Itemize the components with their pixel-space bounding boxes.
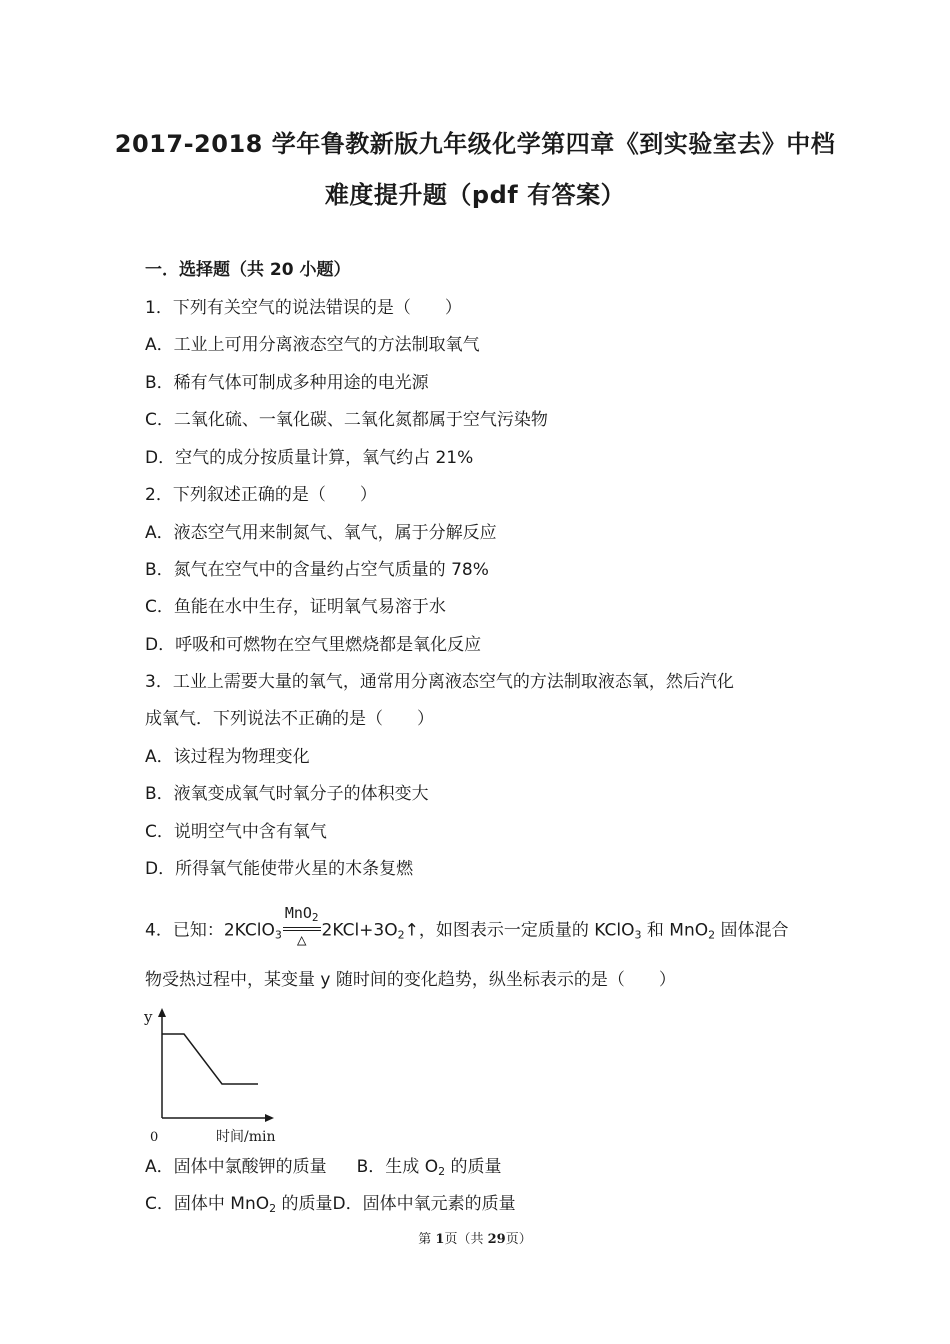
footer-mid: 页（共: [444, 1232, 488, 1247]
q4-sub: 3: [634, 928, 642, 942]
catalyst-sub: 2: [311, 911, 319, 924]
total-pages: 29: [487, 1232, 506, 1247]
question-4-option-c: [145, 1194, 333, 1214]
document-title-line-1: 2017-2018 学年鲁教新版九年级化学第四章《到实验室去》中档: [114, 130, 836, 158]
y-axis-label: y: [144, 1008, 153, 1026]
q4-opt-b-pre: B．生成 O: [356, 1157, 439, 1177]
q4-products: 2KCl+3O: [321, 920, 398, 941]
footer-prefix: 第: [418, 1232, 436, 1247]
heat-symbol: △: [296, 930, 307, 949]
question-4-stem-line-2: 物受热过程中，某变量 y 随时间的变化趋势，纵坐标表示的是（ ）: [145, 970, 676, 990]
q4-opt-b-post: 的质量: [445, 1157, 502, 1177]
x-axis-label: 时间/min: [216, 1129, 276, 1145]
question-4-option-a: A．固体中氯酸钾的质量: [145, 1157, 327, 1177]
question-1-option-c: C．二氧化硫、一氧化碳、二氧化氮都属于空气污染物: [145, 410, 548, 430]
question-4-stem-line-1: [145, 904, 789, 953]
q4-prefix: 4．已知：2KClO: [145, 920, 275, 941]
question-3-option-a: A．该过程为物理变化: [145, 747, 310, 767]
section-heading: 一．选择题（共 20 小题）: [145, 260, 351, 280]
y-axis-arrow: [158, 1008, 166, 1017]
q4-sub: 2: [397, 928, 405, 942]
question-2-option-a: A．液态空气用来制氮气、氧气，属于分解反应: [145, 523, 497, 543]
trend-line: [162, 1034, 258, 1084]
q4-opt-c-pre: C．固体中 MnO: [145, 1194, 270, 1214]
question-1-option-d: D．空气的成分按质量计算，氧气约占 21%: [145, 448, 474, 468]
reaction-condition: [283, 904, 321, 949]
question-3-option-b: B．液氧变成氧气时氧分子的体积变大: [145, 784, 429, 804]
page-number: 1: [435, 1232, 445, 1247]
q4-tail: 固体混合: [715, 920, 789, 941]
question-2-option-d: D．呼吸和可燃物在空气里燃烧都是氧化反应: [145, 635, 482, 655]
question-1-option-b: B．稀有气体可制成多种用途的电光源: [145, 373, 429, 393]
question-2-option-b: B．氮气在空气中的含量约占空气质量的 78%: [145, 560, 489, 580]
q4-opt-c-sub: 2: [269, 1202, 277, 1215]
document-title-line-2: 难度提升题（pdf 有答案）: [324, 181, 626, 209]
question-4-option-d: D．固体中氧元素的质量: [332, 1194, 516, 1214]
q4-opt-c-post: 的质量: [276, 1194, 333, 1214]
question-3-stem-line-2: 成氧气．下列说法不正确的是（ ）: [145, 709, 434, 729]
question-4-options-line-1: [145, 1155, 502, 1184]
question-1-option-a: A．工业上可用分离液态空气的方法制取氧气: [145, 335, 480, 355]
question-4-graph: [140, 1008, 300, 1148]
catalyst-label: MnO: [284, 904, 312, 922]
question-2-option-c: C．鱼能在水中生存，证明氧气易溶于水: [145, 597, 446, 617]
q4-sub: 2: [708, 928, 716, 942]
x-axis-arrow: [265, 1114, 274, 1122]
q4-opt-b-sub: 2: [438, 1165, 446, 1178]
question-1-stem: 1．下列有关空气的说法错误的是（ ）: [145, 298, 462, 318]
question-2-stem: 2．下列叙述正确的是（ ）: [145, 485, 377, 505]
question-4-options-line-2: [145, 1192, 516, 1221]
page-footer: [0, 1228, 950, 1247]
origin-label: 0: [150, 1130, 159, 1145]
question-3-option-d: D．所得氧气能使带火星的木条复燃: [145, 859, 414, 879]
question-4-option-b: [357, 1157, 502, 1177]
q4-sub: 3: [274, 928, 282, 942]
q4-after: ↑，如图表示一定质量的 KClO: [404, 920, 635, 941]
q4-and: 和 MnO: [641, 920, 709, 941]
question-3-stem-line-1: 3．工业上需要大量的氧气，通常用分离液态空气的方法制取液态氧，然后汽化: [145, 672, 734, 692]
question-3-option-c: C．说明空气中含有氧气: [145, 822, 327, 842]
footer-suffix: 页）: [505, 1232, 532, 1247]
